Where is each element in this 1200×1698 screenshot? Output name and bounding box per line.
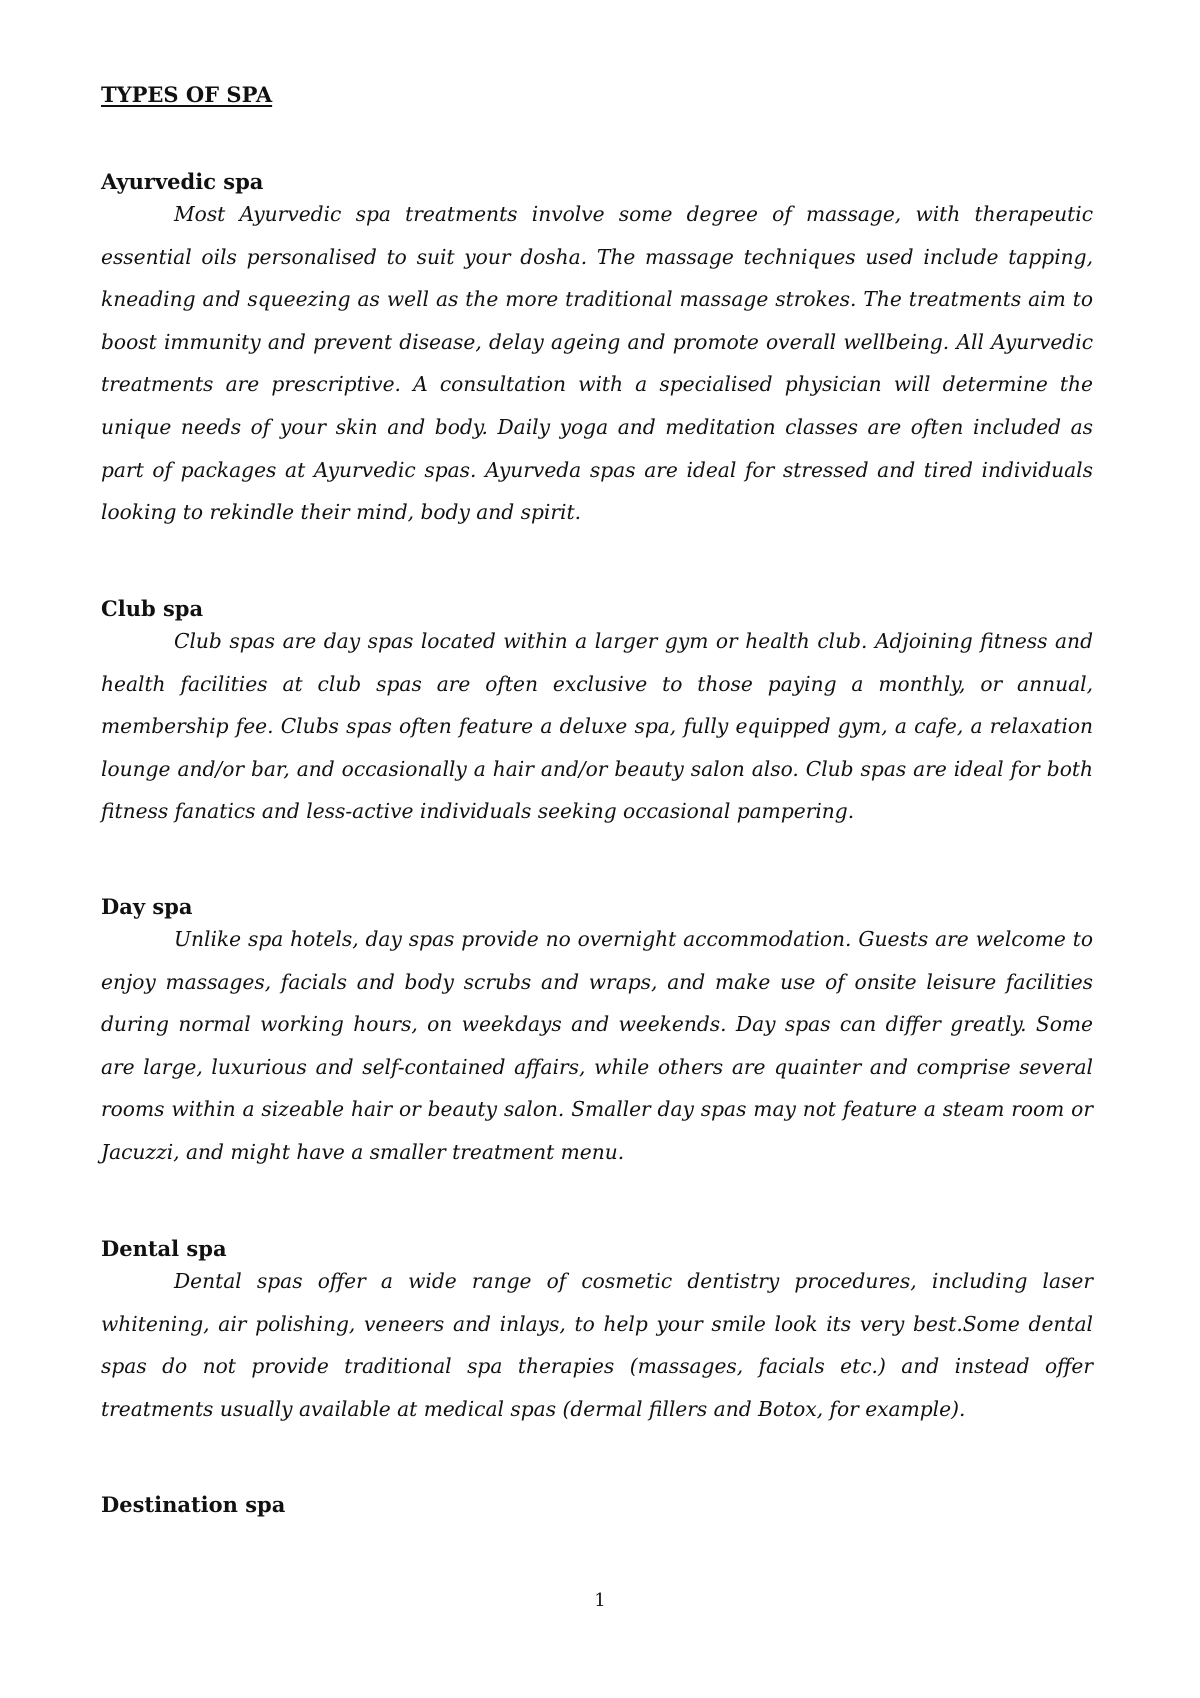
section-body-ayurvedic-spa: Most Ayurvedic spa treatments involve some degree of massage, with therapeutic essential oils personalised to suit your dosha. The massage techniques used include tapping, kneading and squeezing as well as the more traditional massage strokes. The treatments aim to boost immunity and prevent disease, delay ageing and promote overall wellbeing. All Ayurvedic treatments are prescriptive. A consultation with a specialised physician will determine the unique needs of your skin and body. Daily yoga and meditation classes are often included as part of packages at Ayurvedic spas. Ayurveda spas are ideal for stressed and tired individuals looking to rekindle their mind, body and spirit. [101,202,1093,525]
section-heading-dental-spa: Dental spa [101,1236,227,1261]
section-body-club-spa: Club spas are day spas located within a larger gym or health club. Adjoining fitness and health facilities at club spas are often exclusive to those paying a monthly, or annual, membership fee. Clubs spas often feature a deluxe spa, fully equipped gym, a cafe, a relaxation lounge and/or bar, and occasionally a hair and/or beauty salon also. Club spas are ideal for both fitness fanatics and less-active individuals seeking occasional pampering. [101,629,1093,824]
section-body-day-spa: Unlike spa hotels, day spas provide no overnight accommodation. Guests are welcome to enjoy massages, facials and body scrubs and wraps, and make use of onsite leisure facilities during normal working hours, on weekdays and weekends. Day spas can differ greatly. Some are large, luxurious and self-contained affairs, while others are quainter and comprise several rooms within a sizeable hair or beauty salon. Smaller day spas may not feature a steam room or Jacuzzi, and might have a smaller treatment menu. [101,927,1093,1164]
section-heading-club-spa: Club spa [101,596,204,621]
section-heading-day-spa: Day spa [101,894,193,919]
section-heading-destination-spa: Destination spa [101,1492,286,1517]
page-number: 1 [594,1590,606,1611]
section-body-dental-spa: Dental spas offer a wide range of cosmetic dentistry procedures, including laser whitening, air polishing, veneers and inlays, to help your smile look its very best.Some dental spas do not provide traditional spa therapies (massages, facials etc.) and instead offer treatments usually available at medical spas (dermal fillers and Botox, for example). [101,1269,1093,1421]
document-title: TYPES OF SPA [101,82,273,107]
section-heading-ayurvedic-spa: Ayurvedic spa [101,169,264,194]
